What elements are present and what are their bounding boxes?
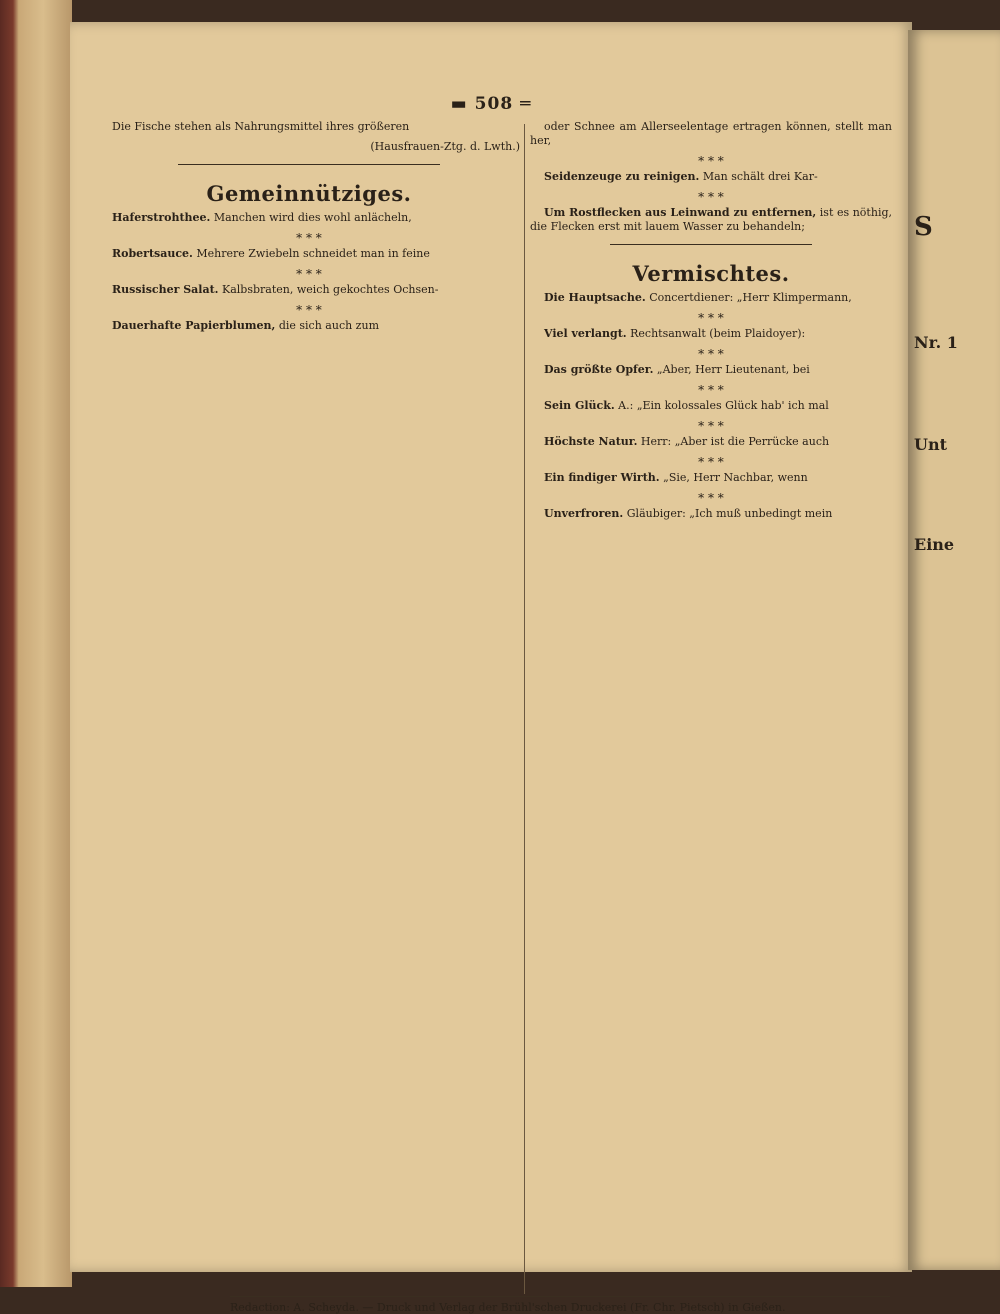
anecdote-title: Die Hauptsache. <box>544 291 646 304</box>
asterism-separator: * * * <box>296 267 322 281</box>
next-page-subheading: Eine <box>914 535 955 554</box>
article-first-line: ist es nöthig, die Flecken erst mit lauem Wasser zu behandeln; <box>530 206 892 233</box>
section-title-vermischtes: Vermischtes. <box>632 261 790 286</box>
anecdote-first-line: „Aber, Herr Lieutenant, bei <box>656 363 810 376</box>
anecdote-first-line: Concertdiener: „Herr Klimpermann, <box>649 291 852 304</box>
footer-rule <box>230 1296 890 1297</box>
asterism-separator: * * * <box>296 303 322 317</box>
article-title: Robertsauce. <box>112 247 193 260</box>
imprint-footer: Redaction: A. Scheyda. — Druck und Verlag der Brühl'schen Druckerei (Fr. Chr. Pietsch) in Gießen. <box>230 1301 786 1314</box>
next-page-heading: Unt <box>914 435 947 454</box>
page-number-value: 508 <box>474 94 514 114</box>
book-binding-edge <box>0 0 72 1287</box>
article-papierblumen-continued <box>530 120 892 148</box>
article-title: Russischer Salat. <box>112 283 219 296</box>
anecdote-hoechste-natur <box>530 435 892 449</box>
section-title-gemeinnuetziges: Gemeinnütziges. <box>206 181 412 206</box>
asterism-separator: * * * <box>698 491 724 505</box>
section-rule <box>610 244 812 245</box>
intro-first-line: Die Fische stehen als Nahrungsmittel ihres größeren <box>112 120 410 133</box>
page-number-ornament-right: ═ <box>513 94 532 114</box>
section-rule <box>178 164 440 165</box>
anecdote-hauptsache <box>530 291 892 305</box>
page-number <box>70 94 912 114</box>
left-column <box>98 120 520 339</box>
right-column <box>530 120 892 527</box>
next-page-masthead-letter: S <box>914 212 933 242</box>
anecdote-title: Höchste Natur. <box>544 435 638 448</box>
article-title: Dauerhafte Papierblumen, <box>112 319 276 332</box>
article-seidenzeuge <box>530 170 892 184</box>
article-first-line: Mehrere Zwiebeln schneidet man in feine <box>196 247 430 260</box>
page-number-ornament-left: ▬ <box>450 94 475 114</box>
anecdote-sein-glueck <box>530 399 892 413</box>
anecdote-title: Viel verlangt. <box>544 327 627 340</box>
article-first-line: Man schält drei Kar- <box>702 170 818 183</box>
anecdote-findiger-wirth <box>530 471 892 485</box>
asterism-separator: * * * <box>698 347 724 361</box>
article-haferstrohthee <box>98 211 520 225</box>
article-first-line: Kalbsbraten, weich gekochtes Ochsen- <box>222 283 439 296</box>
anecdote-first-line: Rechtsanwalt (beim Plaidoyer): <box>630 327 806 340</box>
article-title: Haferstrohthee. <box>112 211 211 224</box>
article-robertsauce <box>98 247 520 261</box>
article-russischer-salat <box>98 283 520 297</box>
asterism-separator: * * * <box>698 419 724 433</box>
anecdote-title: Das größte Opfer. <box>544 363 654 376</box>
anecdote-first-line: Herr: „Aber ist die Perrücke auch <box>640 435 830 448</box>
anecdote-title: Unverfroren. <box>544 507 624 520</box>
asterism-separator: * * * <box>698 190 724 204</box>
anecdote-groesste-opfer <box>530 363 892 377</box>
source-signature: (Hausfrauen-Ztg. d. Lwth.) <box>370 140 520 153</box>
anecdote-viel-verlangt <box>530 327 892 341</box>
anecdote-first-line: A.: „Ein kolossales Glück hab' ich mal <box>618 399 829 412</box>
anecdote-first-line: „Sie, Herr Nachbar, wenn <box>663 471 808 484</box>
anecdote-title: Ein findiger Wirth. <box>544 471 660 484</box>
anecdote-unverfroren <box>530 507 892 521</box>
anecdote-first-line: Gläubiger: „Ich muß unbedingt mein <box>626 507 833 520</box>
asterism-separator: * * * <box>698 383 724 397</box>
article-first-line: Manchen wird dies wohl anlächeln, <box>213 211 412 224</box>
asterism-separator: * * * <box>296 231 322 245</box>
column-divider <box>524 124 525 1294</box>
article-papierblumen <box>98 319 520 333</box>
anecdote-title: Sein Glück. <box>544 399 615 412</box>
next-page-edge <box>908 30 1000 1270</box>
asterism-separator: * * * <box>698 154 724 168</box>
intro-fish-paragraph <box>98 120 520 134</box>
article-title: Um Rostflecken aus Leinwand zu entfernen, <box>544 206 817 219</box>
article-title: Seidenzeuge zu reinigen. <box>544 170 700 183</box>
asterism-separator: * * * <box>698 311 724 325</box>
article-first-line: die sich auch zum <box>278 319 379 332</box>
article-rostflecken <box>530 206 892 234</box>
article-first-line: oder Schnee am Allerseelentage ertragen können, stellt man her, <box>530 120 892 147</box>
next-page-issue-number: Nr. 1 <box>914 333 958 352</box>
asterism-separator: * * * <box>698 455 724 469</box>
